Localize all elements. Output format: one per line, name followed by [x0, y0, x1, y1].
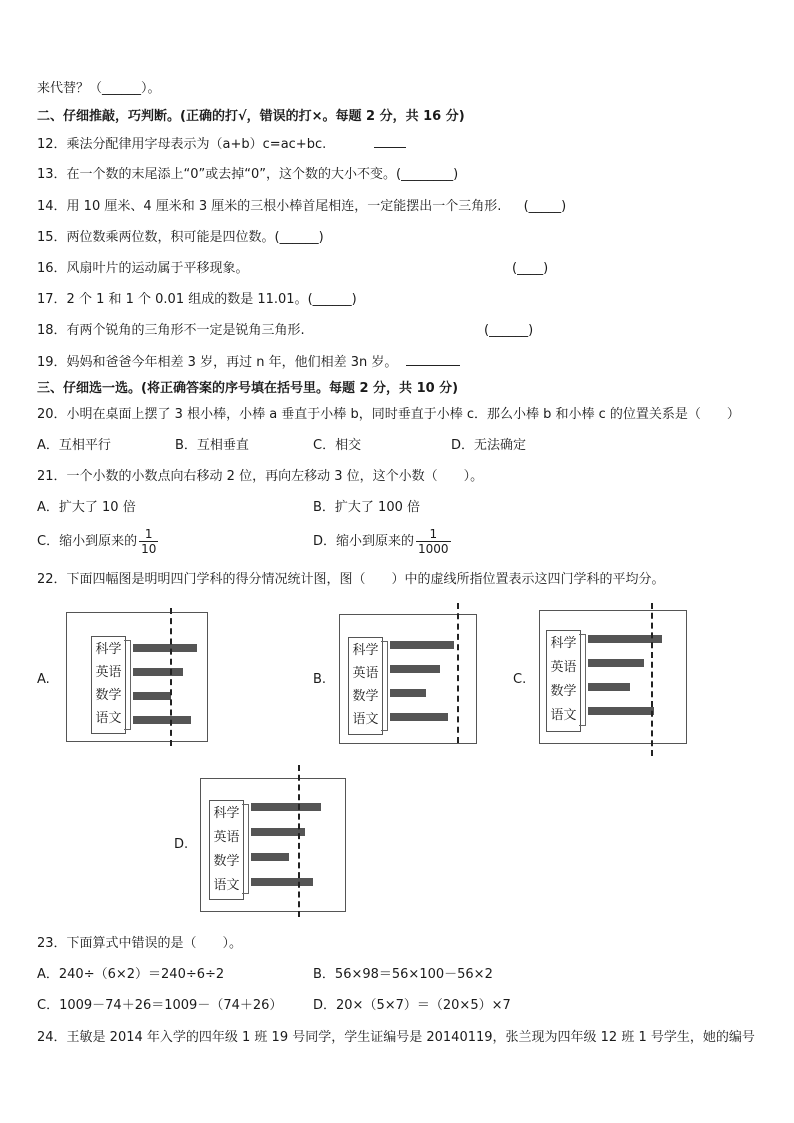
- bar-english: [588, 659, 644, 667]
- label-english: 英语: [550, 660, 577, 675]
- label-science: 科学: [352, 643, 379, 658]
- question-19-text: 19．妈妈和爸爸今年相差 3 岁，再过 n 年，他们相差 3n 岁。: [37, 355, 398, 370]
- axis-bracket: [124, 640, 131, 730]
- answer-blank-18[interactable]: (______): [484, 323, 534, 338]
- question-21: 21．一个小数的小数点向右移动 2 位，再向左移动 3 位，这个小数（ ）。: [37, 469, 484, 484]
- question-23: 23．下面算式中错误的是（ ）。: [37, 936, 243, 951]
- bar-chinese: [133, 716, 191, 724]
- section-3-title: 三、仔细选一选。(将正确答案的序号填在括号里。每题 2 分，共 10 分): [37, 381, 459, 396]
- q20-option-a[interactable]: A．互相平行: [37, 438, 111, 453]
- label-math: 数学: [550, 684, 577, 699]
- average-dashed-line: [457, 603, 459, 743]
- answer-blank-14[interactable]: (_____): [523, 199, 567, 214]
- bar-english: [390, 665, 440, 673]
- question-14: [37, 198, 566, 216]
- bar-science: [133, 644, 197, 652]
- bar-science: [390, 641, 454, 649]
- label-english: 英语: [352, 666, 379, 681]
- q21-option-c[interactable]: [37, 527, 158, 556]
- average-dashed-line: [651, 603, 653, 756]
- fraction-denominator: 1000: [418, 542, 449, 556]
- bar-chinese: [251, 878, 313, 886]
- bar-english: [251, 828, 305, 836]
- axis-bracket: [381, 641, 388, 731]
- question-15: 15．两位数乘两位数，积可能是四位数。(______): [37, 230, 324, 245]
- label-math: 数学: [213, 854, 240, 869]
- q22-option-a-label[interactable]: A.: [37, 672, 50, 687]
- bar-chart-d[interactable]: [200, 778, 346, 912]
- bar-chart-b[interactable]: [339, 614, 477, 744]
- question-12: [37, 135, 406, 154]
- q21-option-d[interactable]: [313, 527, 451, 556]
- label-chinese: 语文: [95, 711, 122, 726]
- label-science: 科学: [213, 806, 240, 821]
- subject-labels: [91, 636, 126, 734]
- answer-blank-19[interactable]: [406, 353, 460, 366]
- average-dashed-line: [170, 608, 172, 746]
- bar-english: [133, 668, 183, 676]
- question-20: 20．小明在桌面上摆了 3 根小棒，小棒 a 垂直于小棒 b，同时垂直于小棒 c．那么小棒 b 和小棒 c 的位置关系是（ ）: [37, 407, 740, 422]
- subject-labels: [209, 800, 244, 900]
- question-19: [37, 353, 460, 372]
- bar-math: [588, 683, 630, 691]
- bar-chart-a[interactable]: [66, 612, 208, 742]
- fraction-numerator: 1: [139, 527, 158, 542]
- axis-bracket: [242, 804, 249, 894]
- answer-blank-12[interactable]: [374, 135, 406, 148]
- question-16-text: 16．风扇叶片的运动属于平移现象。: [37, 261, 249, 276]
- label-chinese: 语文: [550, 708, 577, 723]
- q20-option-c[interactable]: C．相交: [313, 438, 362, 453]
- q20-option-d[interactable]: D．无法确定: [451, 438, 527, 453]
- fraction-one-thousandth: [416, 527, 451, 556]
- label-math: 数学: [352, 689, 379, 704]
- question-24: 24．王敏是 2014 年入学的四年级 1 班 19 号同学，学生证编号是 20140119，张兰现为四年级 12 班 1 号学生，她的编号: [37, 1030, 755, 1045]
- label-science: 科学: [95, 642, 122, 657]
- bar-chinese: [588, 707, 654, 715]
- q22-option-d-label[interactable]: D.: [174, 837, 189, 852]
- subject-labels: [348, 637, 383, 735]
- label-science: 科学: [550, 636, 577, 651]
- subject-labels: [546, 630, 581, 732]
- label-english: 英语: [213, 830, 240, 845]
- average-dashed-line: [298, 765, 300, 917]
- label-chinese: 语文: [352, 712, 379, 727]
- bar-chart-c[interactable]: [539, 610, 687, 744]
- q20-option-b[interactable]: B．互相垂直: [175, 438, 249, 453]
- question-17: 17．2 个 1 和 1 个 0.01 组成的数是 11.01。(______): [37, 292, 357, 307]
- section-2-title: 二、仔细推敲，巧判断。(正确的打√，错误的打×。每题 2 分，共 16 分): [37, 109, 465, 124]
- q21-option-b[interactable]: B．扩大了 100 倍: [313, 500, 420, 515]
- question-18-text: 18．有两个锐角的三角形不一定是锐角三角形.: [37, 323, 305, 338]
- bar-math: [133, 692, 171, 700]
- q22-option-b-label[interactable]: B.: [313, 672, 327, 687]
- bar-science: [251, 803, 321, 811]
- q23-option-a[interactable]: A．240÷（6×2）＝240÷6÷2: [37, 967, 225, 982]
- q23-option-b[interactable]: B．56×98＝56×100－56×2: [313, 967, 493, 982]
- fraction-one-tenth: [139, 527, 158, 556]
- question-14-text: 14．用 10 厘米、4 厘米和 3 厘米的三根小棒首尾相连，一定能摆出一个三角形.: [37, 199, 502, 214]
- fraction-numerator: 1: [416, 527, 451, 542]
- q23-option-d[interactable]: D．20×（5×7）＝（20×5）×7: [313, 998, 511, 1013]
- label-english: 英语: [95, 665, 122, 680]
- bar-math: [390, 689, 426, 697]
- q22-option-c-label[interactable]: C.: [513, 672, 527, 687]
- bar-chinese: [390, 713, 448, 721]
- question-22: 22．下面四幅图是明明四门学科的得分情况统计图，图（ ）中的虚线所指位置表示这四门学科的平均分。: [37, 572, 665, 587]
- q23-option-c[interactable]: C．1009－74＋26＝1009－（74＋26）: [37, 998, 283, 1013]
- question-12-text: 12．乘法分配律用字母表示为（a+b）c=ac+bc.: [37, 137, 327, 152]
- q21-option-c-text: C．缩小到原来的: [37, 534, 138, 549]
- fraction-denominator: 10: [141, 542, 157, 556]
- q21-option-a[interactable]: A．扩大了 10 倍: [37, 500, 136, 515]
- question-13: 13．在一个数的末尾添上“0”或去掉“0”，这个数的大小不变。(________): [37, 167, 459, 182]
- bar-math: [251, 853, 289, 861]
- label-chinese: 语文: [213, 878, 240, 893]
- question-16: [37, 260, 249, 278]
- question-18: [37, 322, 305, 340]
- answer-blank-16[interactable]: (____): [512, 261, 549, 276]
- label-math: 数学: [95, 688, 122, 703]
- continuation-text: 来代替？（______）。: [37, 81, 161, 96]
- axis-bracket: [579, 634, 586, 726]
- q21-option-d-text: D．缩小到原来的: [313, 534, 415, 549]
